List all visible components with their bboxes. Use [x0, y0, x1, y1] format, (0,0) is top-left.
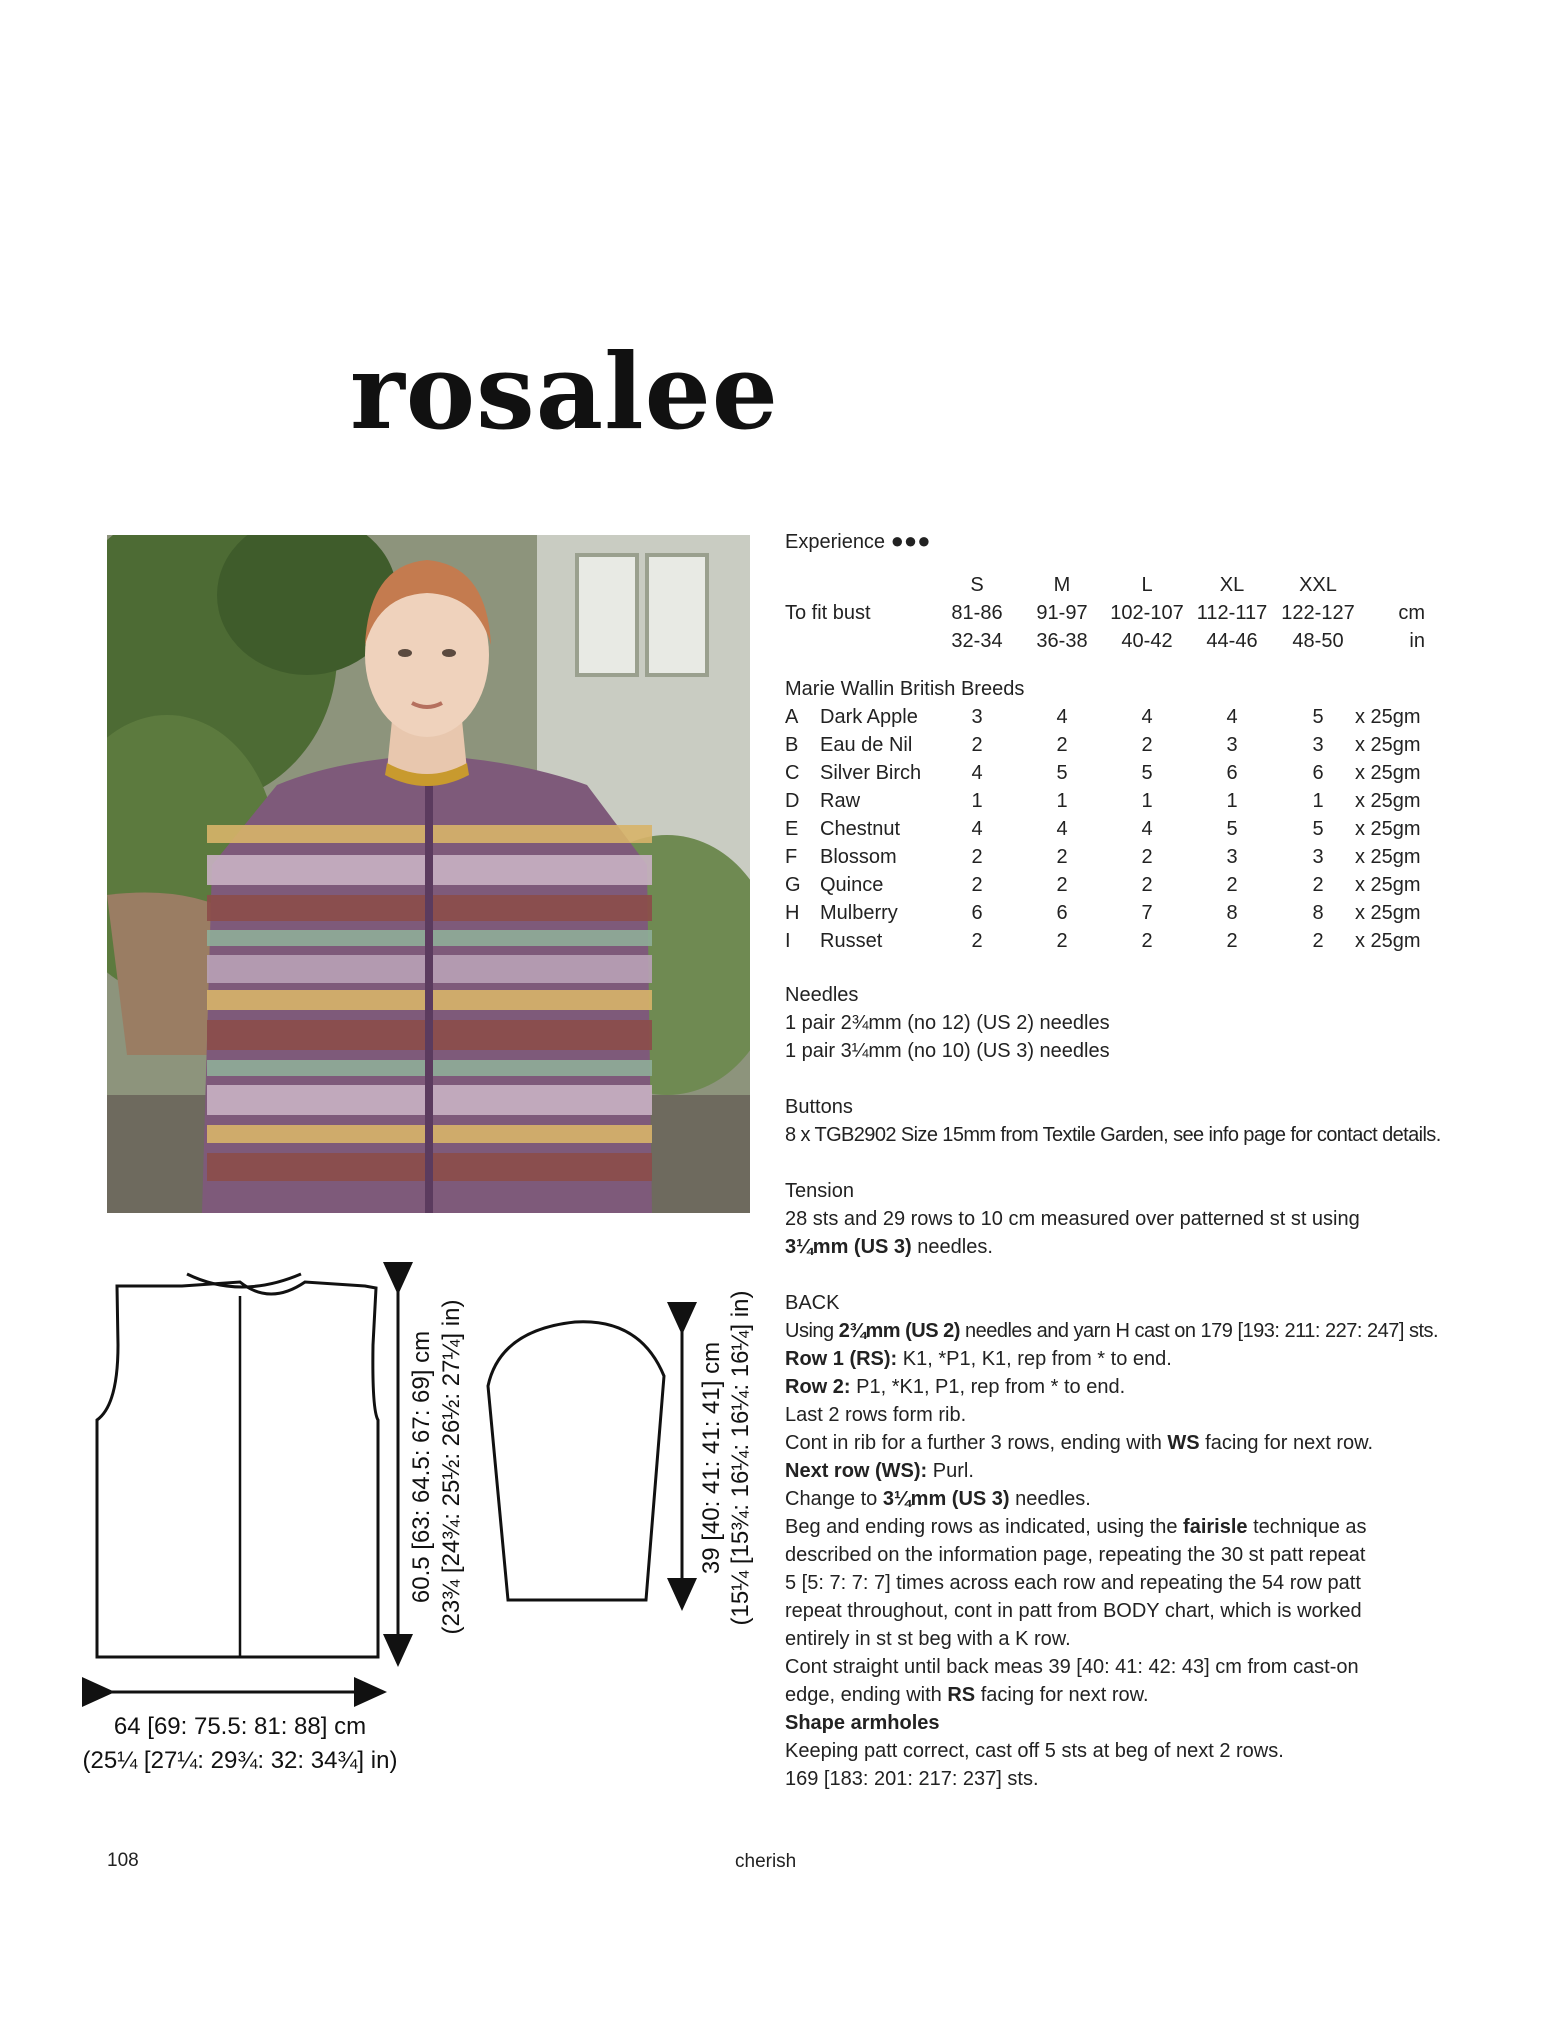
yarn-quantity: 2 [1141, 930, 1153, 952]
shape-armholes-heading: Shape armholes [785, 1712, 940, 1734]
yarn-letter: G [785, 874, 801, 896]
yarn-letter: I [785, 930, 791, 952]
yarn-name: Mulberry [820, 902, 898, 924]
bust-cm: 102-107 [1110, 602, 1184, 624]
bust-in: 32-34 [951, 630, 1003, 652]
yarn-quantity: 6 [1056, 902, 1068, 924]
yarn-quantity: 3 [1312, 734, 1324, 756]
yarn-name: Dark Apple [820, 706, 918, 728]
tension-line: 28 sts and 29 rows to 10 cm measured over patterned st st using [785, 1208, 1360, 1230]
yarn-quantity: 8 [1226, 902, 1238, 924]
body-width-cm-label: 64 [69: 75.5: 81: 88] cm [113, 1713, 367, 1740]
yarn-name: Russet [820, 930, 883, 952]
yarn-unit: x 25gm [1355, 846, 1421, 868]
yarn-letter: B [785, 734, 799, 756]
needle-size: 3¼mm (US 3) [882, 1488, 1010, 1510]
row-label: Next row (WS): [785, 1460, 928, 1482]
size-header: XL [1219, 574, 1245, 596]
yarn-quantity: 5 [1312, 706, 1324, 728]
body-length-cm-label: 60.5 [63: 64.5: 67: 69] cm [408, 1330, 435, 1604]
yarn-quantity: 2 [1056, 874, 1068, 896]
body-length-in-label: (23¾ [24¾: 25½: 26½: 27¼] in) [438, 1299, 465, 1635]
yarn-quantity: 6 [1226, 762, 1238, 784]
yarn-quantity: 1 [1226, 790, 1238, 812]
yarn-quantity: 5 [1056, 762, 1068, 784]
yarn-unit: x 25gm [1355, 706, 1421, 728]
yarn-quantity: 1 [1141, 790, 1153, 812]
yarn-name: Eau de Nil [820, 734, 913, 756]
body-outline [97, 1282, 378, 1657]
yarn-letter: C [785, 762, 800, 784]
tension-needle-size: 3¼mm (US 3) [785, 1236, 912, 1258]
body-width-in-label: (25¼ [27¼: 29¾: 32: 34¾] in) [82, 1747, 398, 1774]
row-label: Row 2: [785, 1376, 851, 1398]
yarn-name: Blossom [820, 846, 897, 868]
buttons-text: 8 x TGB2902 Size 15mm from Textile Garden, see info page for contact details. [785, 1124, 1441, 1146]
bust-cm: 112-117 [1196, 602, 1268, 624]
yarn-quantity: 2 [971, 874, 983, 896]
size-header: XXL [1299, 574, 1337, 596]
needles-heading: Needles [785, 984, 859, 1006]
tension-heading: Tension [785, 1180, 854, 1202]
yarn-unit: x 25gm [1355, 790, 1421, 812]
yarn-unit: x 25gm [1355, 902, 1421, 924]
back-line: repeat throughout, cont in patt from BODY chart, which is worked [785, 1600, 1362, 1622]
back-line: described on the information page, repeating the 30 st patt repeat [785, 1544, 1366, 1566]
sleeve-length-in-label: (15¼ [15¾: 16¼: 16¼: 16¼] in) [727, 1290, 754, 1626]
text: Beg and ending rows as indicated, using the [785, 1516, 1184, 1538]
yarn-heading: Marie Wallin British Breeds [785, 678, 1025, 700]
book-name: cherish [735, 1851, 797, 1872]
yarn-quantity: 4 [1056, 818, 1068, 840]
bust-in: 40-42 [1121, 630, 1173, 652]
yarn-quantity: 2 [1226, 930, 1238, 952]
size-header: L [1141, 574, 1153, 596]
yarn-quantity: 2 [971, 846, 983, 868]
yarn-quantity: 4 [1056, 706, 1068, 728]
size-header: S [970, 574, 984, 596]
text: needles and yarn H cast on 179 [193: 211: 227: 247] sts. [959, 1320, 1439, 1342]
yarn-name: Silver Birch [820, 762, 922, 784]
experience-dots: ●●● [890, 528, 931, 553]
buttons-heading: Buttons [785, 1096, 853, 1118]
yarn-quantity: 2 [1056, 734, 1068, 756]
yarn-letter: A [785, 706, 799, 728]
fit-bust-label: To fit bust [785, 602, 871, 624]
yarn-quantity: 2 [1141, 874, 1153, 896]
yarn-quantity: 7 [1141, 902, 1153, 924]
yarn-unit: x 25gm [1355, 818, 1421, 840]
yarn-quantity: 3 [971, 706, 983, 728]
back-line: Keeping patt correct, cast off 5 sts at beg of next 2 rows. [785, 1740, 1284, 1762]
back-line: 169 [183: 201: 217: 237] sts. [785, 1768, 1039, 1790]
text: technique as [1247, 1516, 1367, 1538]
needles-line: 1 pair 2¾mm (no 12) (US 2) needles [785, 1012, 1110, 1034]
back-line: entirely in st st beg with a K row. [785, 1628, 1071, 1650]
yarn-unit: x 25gm [1355, 874, 1421, 896]
yarn-quantity: 5 [1312, 818, 1324, 840]
yarn-letter: E [785, 818, 799, 840]
yarn-quantity: 2 [971, 930, 983, 952]
side-label: WS [1167, 1432, 1200, 1454]
yarn-quantity: 4 [971, 762, 983, 784]
yarn-letter: F [785, 846, 798, 868]
page-number: 108 [107, 1850, 139, 1871]
yarn-quantity: 5 [1141, 762, 1153, 784]
tension-line-rest: needles. [911, 1236, 993, 1258]
yarn-quantity: 6 [971, 902, 983, 924]
yarn-letter: D [785, 790, 800, 812]
side-label: RS [947, 1684, 976, 1706]
technique: fairisle [1183, 1516, 1248, 1538]
yarn-letter: H [785, 902, 800, 924]
bust-cm: 91-97 [1036, 602, 1088, 624]
yarn-quantity: 4 [1141, 706, 1153, 728]
yarn-quantity: 2 [1141, 734, 1153, 756]
text: K1, *P1, K1, rep from * to end. [897, 1348, 1172, 1370]
yarn-name: Raw [820, 790, 861, 812]
experience-label: Experience [785, 531, 886, 553]
yarn-quantity: 4 [1226, 706, 1238, 728]
yarn-name: Chestnut [820, 818, 901, 840]
unit-in: in [1409, 630, 1425, 652]
yarn-quantity: 5 [1226, 818, 1238, 840]
bust-in: 36-38 [1036, 630, 1088, 652]
bust-in: 44-46 [1206, 630, 1258, 652]
text: facing for next row. [975, 1684, 1149, 1706]
yarn-quantity: 1 [971, 790, 983, 812]
yarn-unit: x 25gm [1355, 762, 1421, 784]
yarn-quantity: 2 [971, 734, 983, 756]
yarn-quantity: 4 [971, 818, 983, 840]
yarn-unit: x 25gm [1355, 930, 1421, 952]
yarn-quantity: 6 [1312, 762, 1324, 784]
yarn-quantity: 3 [1226, 734, 1238, 756]
row-label: Row 1 (RS): [785, 1348, 898, 1370]
unit-cm: cm [1398, 602, 1425, 624]
text: P1, *K1, P1, rep from * to end. [850, 1376, 1126, 1398]
text: edge, ending with [785, 1684, 948, 1706]
yarn-name: Quince [820, 874, 884, 896]
text: Purl. [927, 1460, 974, 1482]
text: needles. [1009, 1488, 1091, 1510]
bust-in: 48-50 [1292, 630, 1344, 652]
yarn-quantity: 2 [1056, 930, 1068, 952]
yarn-quantity: 2 [1056, 846, 1068, 868]
text: facing for next row. [1199, 1432, 1374, 1454]
back-line: Cont straight until back meas 39 [40: 41: 42: 43] cm from cast-on [785, 1656, 1359, 1678]
text: Change to [785, 1488, 883, 1510]
back-heading: BACK [785, 1292, 840, 1314]
yarn-quantity: 1 [1312, 790, 1324, 812]
size-header: M [1053, 574, 1071, 596]
needle-size: 2¾mm (US 2) [838, 1320, 960, 1342]
yarn-quantity: 3 [1226, 846, 1238, 868]
yarn-quantity: 2 [1312, 930, 1324, 952]
bust-cm: 81-86 [951, 602, 1003, 624]
yarn-quantity: 4 [1141, 818, 1153, 840]
yarn-unit: x 25gm [1355, 734, 1421, 756]
sleeve-outline [488, 1322, 664, 1600]
yarn-quantity: 2 [1226, 874, 1238, 896]
sleeve-length-cm-label: 39 [40: 41: 41: 41] cm [698, 1341, 725, 1575]
text: Using [785, 1320, 839, 1342]
bust-cm: 122-127 [1281, 602, 1355, 624]
yarn-quantity: 8 [1312, 902, 1324, 924]
yarn-quantity: 1 [1056, 790, 1068, 812]
back-line: Last 2 rows form rib. [785, 1404, 967, 1426]
yarn-quantity: 3 [1312, 846, 1324, 868]
yarn-quantity: 2 [1141, 846, 1153, 868]
back-line: 5 [5: 7: 7: 7] times across each row and repeating the 54 row patt [785, 1572, 1361, 1594]
needles-line: 1 pair 3¼mm (no 10) (US 3) needles [785, 1040, 1110, 1062]
text: Cont in rib for a further 3 rows, ending with [785, 1432, 1168, 1454]
pattern-title: rosalee [350, 330, 779, 453]
yarn-quantity: 2 [1312, 874, 1324, 896]
